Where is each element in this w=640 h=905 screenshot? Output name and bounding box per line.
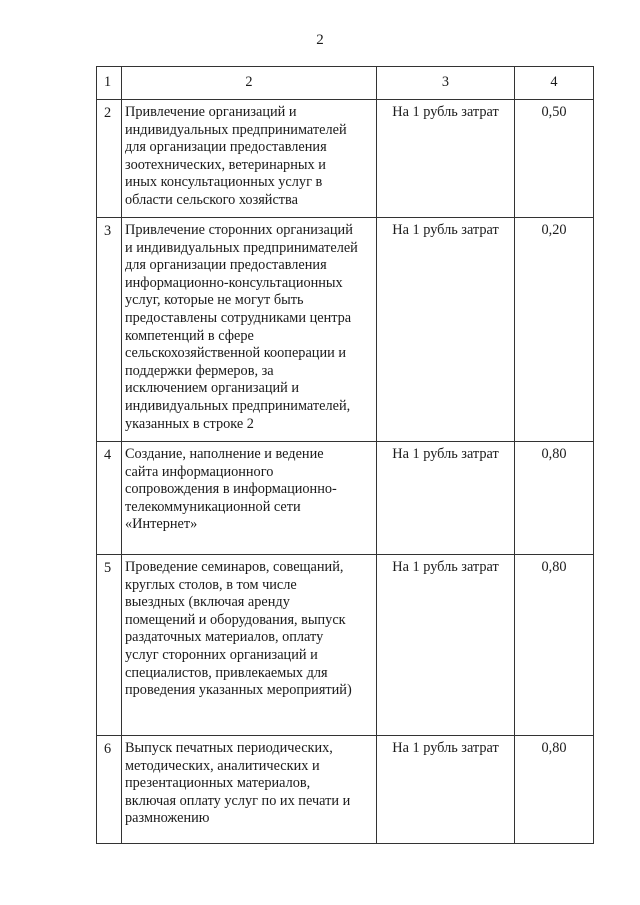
row-unit: На 1 рубль затрат [377, 442, 515, 555]
description-line: услуг сторонних организаций и [125, 646, 318, 663]
header-cell-2: 2 [122, 67, 377, 100]
description-line: предоставлены сотрудниками центра [125, 309, 352, 326]
description-line: проведения указанных мероприятий) [125, 682, 352, 699]
description-line: раздаточных материалов, оплату [125, 629, 324, 646]
description-line: области сельского хозяйства [125, 191, 298, 208]
row-value: 0,80 [515, 555, 594, 736]
description-line: презентационных материалов, [125, 775, 311, 792]
row-value: 0,20 [515, 218, 594, 442]
row-description [122, 555, 377, 736]
description-line: информационно-консультационных [125, 274, 343, 291]
row-unit: На 1 рубль затрат [377, 736, 515, 844]
description-line: иных консультационных услуг в [125, 174, 323, 191]
header-cell-1: 1 [97, 67, 122, 100]
description-line: поддержки фермеров, за [125, 362, 274, 379]
description-line: индивидуальных предпринимателей, [125, 397, 351, 414]
description-line: Выпуск печатных периодических, [125, 740, 333, 756]
description-line: телекоммуникационной сети [125, 498, 301, 515]
description-line: Привлечение организаций и [125, 104, 297, 120]
description-line: размножению [125, 810, 210, 827]
table-row [97, 442, 594, 555]
table-row [97, 218, 594, 442]
table-row [97, 736, 594, 844]
description-line: указанных в строке 2 [125, 415, 254, 432]
description-line: сельскохозяйственной кооперации и [125, 345, 346, 362]
header-cell-3: 3 [377, 67, 515, 100]
table-header-row [97, 67, 594, 100]
row-number: 3 [97, 218, 122, 442]
description-line: Проведение семинаров, совещаний, [125, 559, 344, 575]
table-row [97, 555, 594, 736]
header-cell-4: 4 [515, 67, 594, 100]
description-line: сайта информационного [125, 463, 274, 480]
description-line: для организации предоставления [125, 257, 327, 274]
description-line: услуг, которые не могут быть [125, 292, 304, 309]
description-line: выездных (включая аренду [125, 594, 290, 611]
description-line: методических, аналитических и [125, 757, 320, 774]
description-line: сопровождения в информационно- [125, 481, 337, 498]
description-line: для организации предоставления [125, 139, 327, 156]
row-unit: На 1 рубль затрат [377, 555, 515, 736]
row-description [122, 100, 377, 218]
row-value: 0,80 [515, 442, 594, 555]
row-unit: На 1 рубль затрат [377, 218, 515, 442]
row-description [122, 736, 377, 844]
row-number: 4 [97, 442, 122, 555]
description-line: специалистов, привлекаемых для [125, 664, 328, 681]
row-value: 0,80 [515, 736, 594, 844]
description-line: Привлечение сторонних организаций [125, 222, 353, 238]
description-line: помещений и оборудования, выпуск [125, 611, 346, 628]
row-description [122, 218, 377, 442]
row-description [122, 442, 377, 555]
row-unit: На 1 рубль затрат [377, 100, 515, 218]
tariff-table [96, 66, 594, 844]
description-line: зоотехнических, ветеринарных и [125, 156, 326, 173]
page-number: 2 [316, 32, 324, 48]
description-line: включая оплату услуг по их печати и [125, 792, 351, 809]
description-line: компетенций в сфере [125, 327, 254, 344]
description-line: и индивидуальных предпринимателей [125, 239, 358, 256]
row-number: 6 [97, 736, 122, 844]
row-value: 0,50 [515, 100, 594, 218]
description-line: Создание, наполнение и ведение [125, 446, 324, 462]
table-row [97, 100, 594, 218]
row-number: 2 [97, 100, 122, 218]
row-number: 5 [97, 555, 122, 736]
description-line: индивидуальных предпринимателей [125, 121, 347, 138]
description-line: «Интернет» [125, 516, 198, 533]
description-line: круглых столов, в том числе [125, 576, 297, 593]
description-line: исключением организаций и [125, 380, 299, 397]
